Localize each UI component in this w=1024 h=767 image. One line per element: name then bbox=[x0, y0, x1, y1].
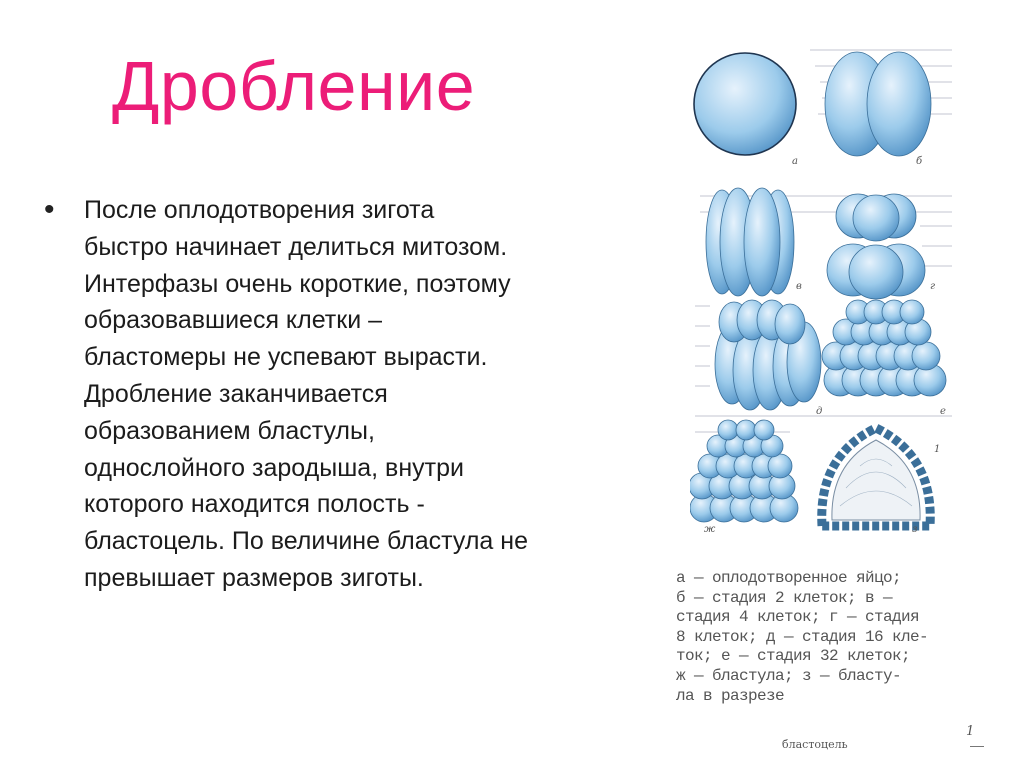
stage-e-cell bbox=[912, 342, 940, 370]
stage-zh-cell bbox=[718, 420, 738, 440]
stage-zh-cell bbox=[768, 454, 792, 478]
body-line: образовавшиеся клетки – bbox=[84, 306, 383, 335]
body-line: однослойного зародыша, внутри bbox=[84, 453, 464, 482]
panel-label-d: д bbox=[816, 406, 823, 417]
figure-caption bbox=[676, 569, 1006, 706]
body-line: После оплодотворения зигота bbox=[84, 196, 435, 224]
stage-d-cell bbox=[775, 304, 805, 344]
bullet-marker: • bbox=[44, 193, 55, 226]
caption-line: 8 клеток; д — стадия 16 кле- bbox=[676, 627, 929, 646]
body-line: бластомеры не успевают вырасти. bbox=[84, 343, 488, 372]
stage-b-cell bbox=[867, 52, 931, 156]
stage-v-cell bbox=[744, 188, 780, 296]
panel-label-z: з bbox=[912, 524, 918, 535]
slide-title: Дробление bbox=[112, 47, 476, 125]
body-line: превышает размеров зиготы. bbox=[84, 563, 424, 592]
panel-label-zh: ж bbox=[704, 524, 716, 535]
panel-label-b: б bbox=[916, 156, 923, 167]
panel-label-g: г bbox=[930, 281, 936, 292]
stage-g-cell bbox=[849, 245, 903, 299]
stage-g-cell bbox=[853, 195, 899, 241]
caption-line: ток; е — стадия 32 клеток; bbox=[676, 647, 911, 666]
panel-label-e: е bbox=[940, 406, 946, 417]
stage-zh-cell bbox=[754, 420, 774, 440]
stage-zh-cell bbox=[736, 420, 756, 440]
stage-a-zygote bbox=[694, 53, 796, 155]
footer-blastocoel-label: бластоцель bbox=[782, 738, 848, 751]
footer-marker-number: 1 bbox=[966, 724, 975, 739]
caption-line: а — оплодотворенное яйцо; bbox=[676, 569, 902, 587]
stage-e-cell bbox=[900, 300, 924, 324]
caption-line: ж — бластула; з — бласту- bbox=[676, 666, 902, 685]
footer-marker-line bbox=[970, 746, 984, 747]
cleavage-stages-figure bbox=[690, 36, 960, 576]
panel-label-v: в bbox=[796, 281, 802, 292]
body-paragraph bbox=[40, 192, 680, 597]
body-line: бластоцель. По величине бластула не bbox=[84, 527, 528, 556]
caption-line: б — стадия 2 клеток; в — bbox=[676, 588, 893, 607]
cell-drawings bbox=[690, 52, 946, 526]
body-line: образованием бластулы, bbox=[84, 416, 375, 445]
body-line: быстро начинает делиться митозом. bbox=[84, 232, 508, 261]
body-line: которого находится полость - bbox=[84, 490, 425, 519]
body-line: Дробление заканчивается bbox=[84, 379, 388, 408]
body-line: Интерфазы очень короткие, поэтому bbox=[84, 269, 511, 298]
body-text bbox=[40, 192, 680, 597]
panel-label-a: а bbox=[792, 156, 798, 167]
caption-line: ла в разрезе bbox=[676, 686, 785, 705]
caption-line: стадия 4 клеток; г — стадия bbox=[676, 608, 920, 627]
blastocoel-marker: 1 bbox=[934, 444, 941, 455]
